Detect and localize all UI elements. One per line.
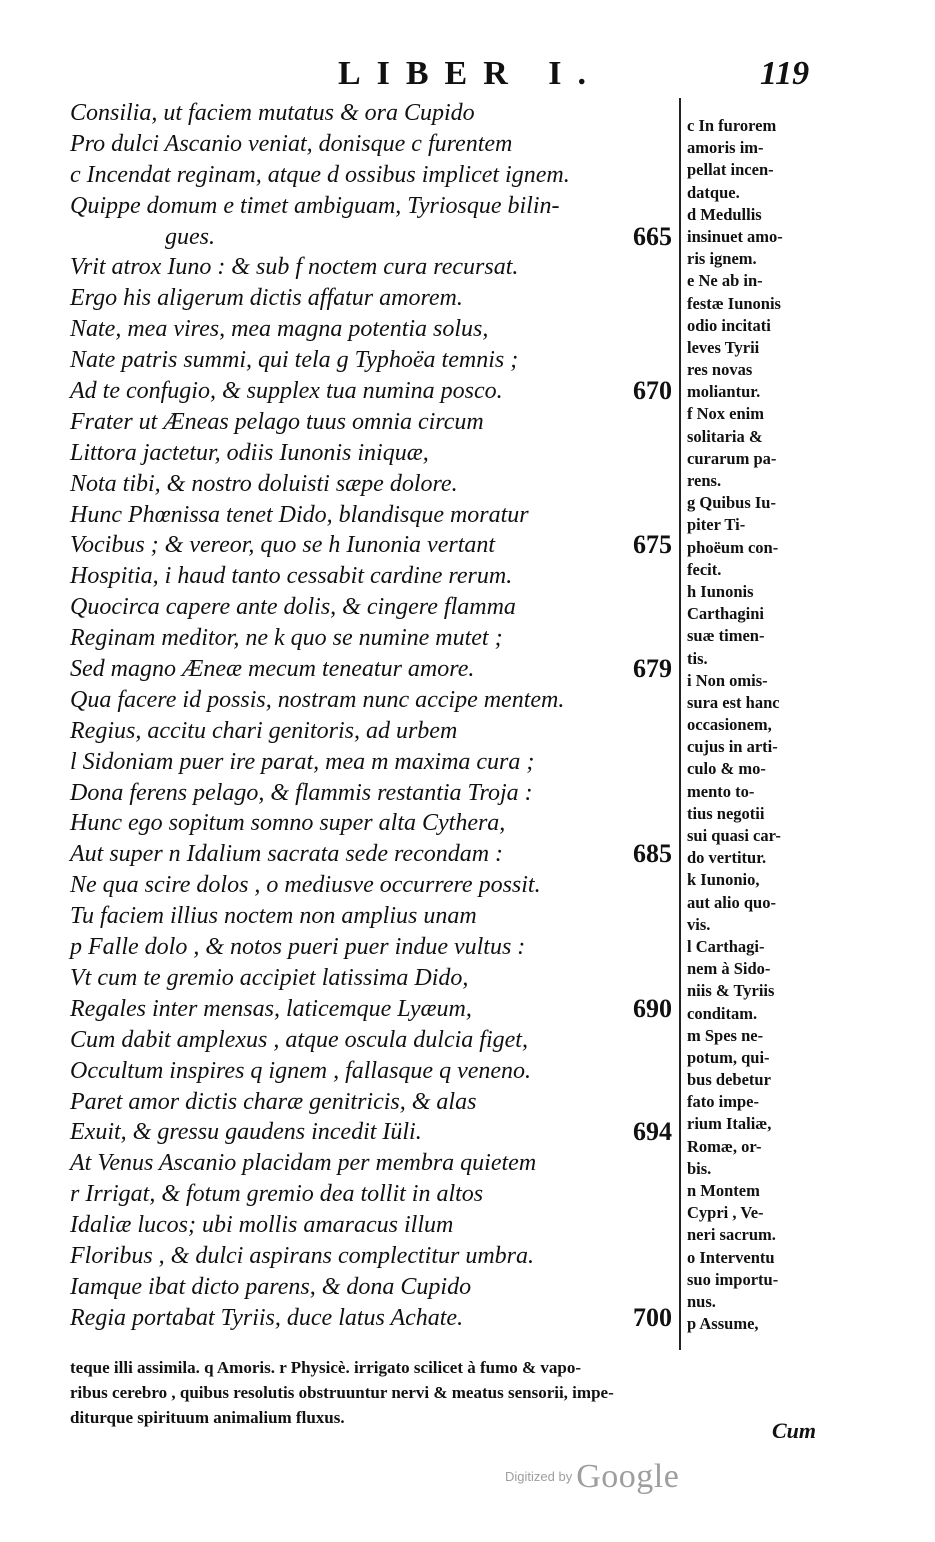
verse-line bbox=[70, 561, 670, 592]
gloss-line: fecit. bbox=[687, 559, 722, 579]
line-number: 700 bbox=[633, 1302, 672, 1332]
column-divider bbox=[679, 98, 681, 1350]
google-logo-text: Google bbox=[576, 1458, 680, 1495]
gloss-line: d Medullis bbox=[687, 204, 762, 224]
gloss-line: festæ Iunonis bbox=[687, 293, 781, 313]
gloss-line: fato impe- bbox=[687, 1092, 759, 1112]
verse-line bbox=[70, 839, 670, 870]
gloss-line: sura est hanc bbox=[687, 692, 780, 712]
verse-line bbox=[70, 530, 670, 561]
gloss-column bbox=[687, 115, 827, 1335]
page-number: 119 bbox=[760, 55, 810, 92]
verse-line bbox=[70, 901, 670, 932]
verse-text: Ergo his aligerum dictis affatur amorem. bbox=[70, 285, 463, 312]
gloss-line: g Quibus Iu- bbox=[687, 493, 776, 513]
verse-text: Hospitia, i haud tanto cessabit cardine rerum. bbox=[70, 563, 513, 590]
verse-text: Qua facere id possis, nostram nunc accipe mentem. bbox=[70, 686, 565, 713]
verse-line bbox=[70, 623, 670, 654]
verse-line bbox=[70, 963, 670, 994]
verse-text: gues. bbox=[165, 223, 215, 250]
verse-text: Nota tibi, & nostro doluisti sæpe dolore. bbox=[70, 470, 458, 497]
footnotes bbox=[70, 1355, 850, 1430]
verse-text: Reginam meditor, ne k quo se numine mutet ; bbox=[70, 625, 503, 652]
gloss-line: res novas bbox=[687, 360, 753, 380]
verse-line bbox=[70, 314, 670, 345]
line-number: 694 bbox=[633, 1117, 672, 1147]
verse-line bbox=[70, 808, 670, 839]
gloss-line: ris ignem. bbox=[687, 249, 757, 269]
gloss-line: c In furorem bbox=[687, 116, 777, 135]
gloss-line: rens. bbox=[687, 471, 722, 490]
catchword: Cum bbox=[772, 1418, 817, 1443]
verse-line bbox=[70, 252, 670, 283]
verse-line bbox=[70, 1117, 670, 1148]
gloss-line: potum, qui- bbox=[687, 1047, 770, 1067]
gloss-line: suo importu- bbox=[687, 1269, 779, 1289]
gloss-line: solitaria & bbox=[687, 426, 763, 446]
verse-text: Ad te confugio, & supplex tua numina posco. bbox=[70, 378, 503, 405]
line-number: 679 bbox=[633, 654, 672, 684]
gloss-line: tis. bbox=[687, 648, 708, 668]
gloss-line: sui quasi car- bbox=[687, 826, 781, 845]
verse-line bbox=[70, 1303, 670, 1334]
gloss-line: bus debetur bbox=[687, 1070, 771, 1090]
gloss-line: bis. bbox=[687, 1158, 712, 1178]
gloss-line: vis. bbox=[687, 914, 711, 934]
verse-text: p Falle dolo , & notos pueri puer indue vultus : bbox=[70, 934, 526, 961]
verse-text: Cum dabit amplexus , atque oscula dulcia figet, bbox=[70, 1026, 528, 1053]
verse-text: Regius, accitu chari genitoris, ad urbem bbox=[70, 717, 458, 744]
verse-line bbox=[70, 592, 670, 623]
verse-line bbox=[70, 438, 670, 469]
verse-line bbox=[70, 1241, 670, 1272]
verse-text: Paret amor dictis charæ genitricis, & alas bbox=[70, 1088, 477, 1115]
gloss-line: i Non omis- bbox=[687, 670, 768, 690]
verse-text: Ne qua scire dolos , o mediusve occurrere possit. bbox=[70, 872, 541, 899]
gloss-line: p Assume, bbox=[687, 1314, 759, 1334]
gloss-line: curarum pa- bbox=[687, 448, 777, 468]
verse-line bbox=[70, 98, 670, 129]
verse-line bbox=[70, 1087, 670, 1118]
verse-line bbox=[70, 747, 670, 778]
gloss-line: l Carthagi- bbox=[687, 936, 765, 956]
verse-line bbox=[70, 1179, 670, 1210]
verse-text: Regia portabat Tyriis, duce latus Achate. bbox=[70, 1304, 464, 1331]
verse-line bbox=[70, 778, 670, 809]
gloss-line: neri sacrum. bbox=[687, 1225, 776, 1245]
gloss-line: culo & mo- bbox=[687, 759, 766, 779]
verse-line bbox=[70, 1025, 670, 1056]
running-head: LIBER I. bbox=[337, 55, 603, 92]
gloss-line: occasionem, bbox=[687, 715, 772, 735]
gloss-line: Cypri , Ve- bbox=[687, 1203, 764, 1223]
line-number: 690 bbox=[633, 993, 672, 1023]
verse-text: Nate patris summi, qui tela g Typhoëa temnis ; bbox=[70, 347, 519, 374]
verse-text: Quocirca capere ante dolis, & cingere flamma bbox=[70, 594, 516, 621]
verse-text: Vt cum te gremio accipiet latissima Dido, bbox=[70, 964, 469, 991]
verse-text: Hunc ego sopitum somno super alta Cythera, bbox=[70, 810, 506, 837]
verse-line bbox=[70, 654, 670, 685]
verse-text: Idaliæ lucos; ubi mollis amaracus illum bbox=[70, 1212, 454, 1239]
verse-text: Floribus , & dulci aspirans complectitur umbra. bbox=[70, 1242, 534, 1269]
verse-line bbox=[70, 932, 670, 963]
gloss-line: e Ne ab in- bbox=[687, 271, 763, 291]
verse-line bbox=[70, 870, 670, 901]
watermark-small-text: Digitized by bbox=[505, 1469, 573, 1484]
verse-text: l Sidoniam puer ire parat, mea m maxima cura ; bbox=[70, 748, 535, 775]
verse-line bbox=[70, 283, 670, 314]
verse-text: Iamque ibat dicto parens, & dona Cupido bbox=[70, 1273, 472, 1300]
line-number: 665 bbox=[633, 221, 672, 251]
gloss-line: datque. bbox=[687, 182, 740, 202]
gloss-line: h Iunonis bbox=[687, 581, 754, 601]
verse-text: Aut super n Idalium sacrata sede recondam : bbox=[70, 841, 504, 868]
gloss-line: nem à Sido- bbox=[687, 959, 771, 979]
verse-line bbox=[70, 1148, 670, 1179]
gloss-line: suæ timen- bbox=[687, 626, 765, 646]
verse-text: Frater ut Æneas pelago tuus omnia circum bbox=[70, 408, 484, 435]
verse-line bbox=[70, 129, 670, 160]
verse-text: Regales inter mensas, laticemque Lyæum, bbox=[70, 995, 472, 1022]
verse-text: Sed magno Æneæ mecum teneatur amore. bbox=[70, 656, 475, 683]
gloss-line: conditam. bbox=[687, 1003, 758, 1023]
digitized-watermark bbox=[505, 1458, 679, 1496]
verse-text: Quippe domum e timet ambiguam, Tyriosque bilin- bbox=[70, 192, 560, 219]
gloss-line: pellat incen- bbox=[687, 160, 774, 180]
line-number: 675 bbox=[633, 530, 672, 560]
gloss-line: n Montem bbox=[687, 1181, 760, 1200]
line-number: 685 bbox=[633, 839, 672, 869]
gloss-line: rium Italiæ, bbox=[687, 1114, 772, 1134]
verse-text: Vocibus ; & vereor, quo se h Iunonia vertant bbox=[70, 532, 496, 559]
verse-column bbox=[70, 98, 670, 1334]
verse-text: Pro dulci Ascanio veniat, donisque c furentem bbox=[70, 130, 513, 157]
gloss-line: f Nox enim bbox=[687, 404, 764, 424]
verse-line bbox=[70, 160, 670, 191]
gloss-line: mento to- bbox=[687, 781, 755, 801]
verse-line bbox=[70, 994, 670, 1025]
verse-text: Vrit atrox Iuno : & sub f noctem cura recursat. bbox=[70, 254, 519, 281]
verse-line bbox=[70, 407, 670, 438]
gloss-line: cujus in arti- bbox=[687, 737, 778, 757]
footnote-line: diturque spirituum animalium fluxus. bbox=[70, 1408, 345, 1427]
verse-line bbox=[70, 1056, 670, 1087]
gloss-line: phoëum con- bbox=[687, 537, 779, 557]
verse-text: Hunc Phœnissa tenet Dido, blandisque moratur bbox=[70, 501, 529, 528]
verse-line bbox=[70, 345, 670, 376]
gloss-line: aut alio quo- bbox=[687, 892, 776, 912]
line-number: 670 bbox=[633, 376, 672, 406]
verse-text: Exuit, & gressu gaudens incedit Iüli. bbox=[70, 1119, 422, 1146]
verse-line bbox=[70, 469, 670, 500]
gloss-line: m Spes ne- bbox=[687, 1025, 764, 1045]
gloss-line: do vertitur. bbox=[687, 848, 767, 868]
gloss-line: insinuet amo- bbox=[687, 226, 783, 246]
verse-text: Occultum inspires q ignem , fallasque q veneno. bbox=[70, 1057, 532, 1084]
verse-line bbox=[70, 191, 670, 222]
gloss-line: k Iunonio, bbox=[687, 870, 760, 890]
verse-line bbox=[70, 1272, 670, 1303]
gloss-line: moliantur. bbox=[687, 382, 761, 402]
gloss-line: piter Ti- bbox=[687, 515, 746, 535]
verse-text: At Venus Ascanio placidam per membra quietem bbox=[70, 1150, 537, 1177]
footnote-line: teque illi assimila. q Amoris. r Physicè. irrigato scilicet à fumo & vapo- bbox=[70, 1358, 582, 1377]
verse-text: Nate, mea vires, mea magna potentia solus, bbox=[70, 316, 489, 343]
gloss-line: Romæ, or- bbox=[687, 1136, 762, 1156]
verse-line bbox=[70, 376, 670, 407]
gloss-line: leves Tyrii bbox=[687, 337, 760, 357]
verse-text: Littora jactetur, odiis Iunonis iniquæ, bbox=[70, 439, 429, 466]
verse-text: Dona ferens pelago, & flammis restantia Troja : bbox=[70, 779, 533, 806]
verse-line bbox=[70, 716, 670, 747]
gloss-line: o Interventu bbox=[687, 1247, 775, 1267]
verse-line bbox=[70, 685, 670, 716]
verse-line bbox=[70, 1210, 670, 1241]
verse-text: Tu faciem illius noctem non amplius unam bbox=[70, 903, 477, 930]
gloss-line: nus. bbox=[687, 1291, 716, 1311]
gloss-line: tius negotii bbox=[687, 803, 765, 823]
gloss-line: Carthagini bbox=[687, 604, 765, 624]
gloss-line: amoris im- bbox=[687, 138, 764, 158]
footnote-line: ribus cerebro , quibus resolutis obstruuntur nervi & meatus sensorii, impe- bbox=[70, 1383, 614, 1402]
verse-line bbox=[70, 500, 670, 531]
verse-text: c Incendat reginam, atque d ossibus implicet ignem. bbox=[70, 161, 570, 188]
verse-text: r Irrigat, & fotum gremio dea tollit in altos bbox=[70, 1181, 484, 1208]
gloss-line: odio incitati bbox=[687, 315, 771, 335]
verse-text: Consilia, ut faciem mutatus & ora Cupido bbox=[70, 100, 475, 126]
gloss-line: niis & Tyriis bbox=[687, 981, 775, 1001]
verse-line bbox=[70, 222, 670, 253]
